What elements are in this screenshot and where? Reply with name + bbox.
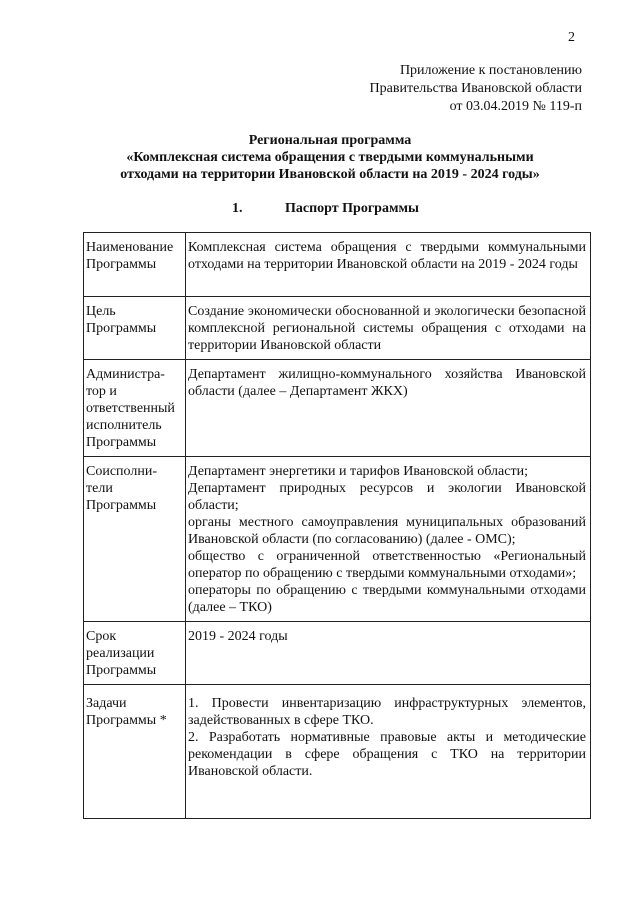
passport-label-cell bbox=[84, 360, 186, 457]
label-line: Программы bbox=[86, 257, 157, 272]
program-title-line-1: Региональная программа bbox=[248, 133, 412, 148]
passport-row-name bbox=[84, 233, 591, 297]
label-line: Наименование bbox=[86, 240, 174, 255]
passport-value-cell bbox=[186, 622, 591, 685]
annex-block bbox=[370, 62, 582, 116]
label-line: Программы * bbox=[86, 713, 167, 728]
label-line: Программы bbox=[86, 321, 157, 336]
label-line: Программы bbox=[86, 498, 157, 513]
passport-value-cell bbox=[186, 685, 591, 819]
passport-row-coexecutors bbox=[84, 457, 591, 622]
annex-line-2: Правительства Ивановской области bbox=[369, 81, 582, 96]
program-title bbox=[60, 132, 600, 183]
annex-line-3: от 03.04.2019 № 119-п bbox=[449, 99, 582, 114]
value-paragraph: Создание экономически обоснованной и экологически безопасной комплексной региональной системы обращения с отходами на территории Ивановской области bbox=[188, 304, 586, 353]
value-paragraph: общество с ограниченной ответственностью «Региональный оператор по обращению с твердыми коммунальными отходами»; bbox=[188, 549, 586, 581]
passport-label-cell bbox=[84, 622, 186, 685]
annex-line-1: Приложение к постановлению bbox=[399, 63, 582, 78]
label-line: Программы bbox=[86, 435, 157, 450]
passport-label-cell bbox=[84, 685, 186, 819]
label-line: тор и bbox=[86, 384, 117, 399]
label-line: исполнитель bbox=[86, 418, 162, 433]
passport-label-cell bbox=[84, 233, 186, 297]
label-line: Соисполни- bbox=[86, 464, 157, 479]
section-number: 1. bbox=[232, 201, 243, 216]
value-paragraph: органы местного самоуправления муниципальных образований Ивановской области (по согласованию) (далее - ОМС); bbox=[188, 515, 586, 547]
value-paragraph: Комплексная система обращения с твердыми коммунальными отходами на территории Ивановской области на 2019 - 2024 годы bbox=[188, 240, 586, 272]
program-title-line-3: отходами на территории Ивановской области на 2019 - 2024 годы» bbox=[120, 167, 540, 182]
section-title: Паспорт Программы bbox=[285, 201, 419, 216]
passport-table bbox=[83, 232, 591, 819]
label-line: Цель bbox=[86, 304, 116, 319]
label-line: Задачи bbox=[86, 696, 127, 711]
passport-value-cell bbox=[186, 457, 591, 622]
label-line: Срок bbox=[86, 629, 117, 644]
passport-value-cell bbox=[186, 360, 591, 457]
value-paragraph: 2019 - 2024 годы bbox=[188, 629, 288, 644]
passport-row-tasks bbox=[84, 685, 591, 819]
passport-value-cell bbox=[186, 297, 591, 360]
passport-row-period bbox=[84, 622, 591, 685]
value-paragraph: Департамент жилищно-коммунального хозяйства Ивановской области (далее – Департамент ЖКХ) bbox=[188, 367, 586, 399]
passport-row-goal bbox=[84, 297, 591, 360]
value-paragraph: Департамент природных ресурсов и экологии Ивановской области; bbox=[188, 481, 586, 513]
page-number: 2 bbox=[568, 30, 575, 45]
label-line: Администра- bbox=[86, 367, 165, 382]
passport-value-cell bbox=[186, 233, 591, 297]
passport-row-administrator bbox=[84, 360, 591, 457]
label-line: тели bbox=[86, 481, 113, 496]
program-title-line-2: «Комплексная система обращения с твердыми коммунальными bbox=[126, 150, 534, 165]
value-paragraph: операторы по обращению с твердыми коммунальными отходами (далее – ТКО) bbox=[188, 583, 586, 615]
label-line: ответственный bbox=[86, 401, 175, 416]
value-paragraph: 2. Разработать нормативные правовые акты и методические рекомендации в сфере обращения с ТКО на территории Ивановской области. bbox=[188, 730, 586, 779]
label-line: реализации bbox=[86, 646, 155, 661]
passport-label-cell bbox=[84, 457, 186, 622]
passport-label-cell bbox=[84, 297, 186, 360]
label-line: Программы bbox=[86, 663, 157, 678]
section-heading bbox=[0, 200, 640, 218]
value-paragraph: Департамент энергетики и тарифов Ивановской области; bbox=[188, 464, 528, 479]
value-paragraph: 1. Провести инвентаризацию инфраструктурных элементов, задействованных в сфере ТКО. bbox=[188, 696, 586, 728]
